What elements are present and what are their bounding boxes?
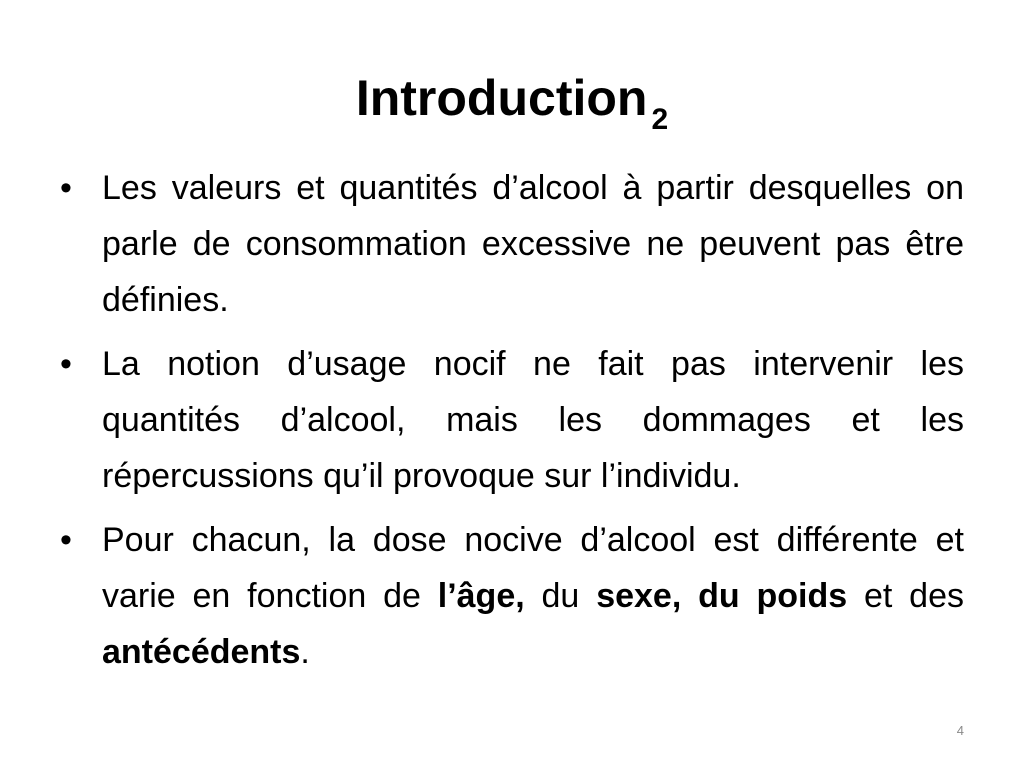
- bullet-text: [102, 521, 964, 671]
- bullet-text: La notion d’usage nocif ne fait pas intervenir les quantités d’alcool, mais les dommages et les répercussions qu’il provoque sur l’individu.: [102, 345, 964, 495]
- bullet-icon: •: [60, 345, 72, 383]
- bullet-item: [60, 512, 964, 680]
- bullet-item: [60, 160, 964, 328]
- bullet-text-part: du: [524, 577, 597, 615]
- bullet-text-bold-sex-weight: sexe, du poids: [596, 577, 848, 615]
- slide-title: [0, 66, 1024, 138]
- bullet-text: Les valeurs et quantités d’alcool à partir desquelles on parle de consommation excessive ne peuvent pas être définies.: [102, 169, 964, 319]
- bullet-text-part: .: [300, 633, 310, 671]
- bullet-text-bold-history: antécédents: [102, 633, 301, 671]
- bullet-list: [60, 160, 964, 688]
- bullet-item: [60, 336, 964, 504]
- slide-title-text: Introduction: [355, 70, 648, 126]
- bullet-text-part: et des: [847, 577, 964, 615]
- bullet-text-part: Pour chacun, la dose nocive d’alcool est différente et varie en fonction de: [102, 521, 964, 615]
- bullet-text-bold-age: l’âge,: [437, 577, 525, 615]
- slide-title-subscript: 2: [651, 103, 669, 136]
- bullet-icon: •: [60, 169, 72, 207]
- bullet-icon: •: [60, 521, 72, 559]
- page-number: 4: [956, 723, 964, 738]
